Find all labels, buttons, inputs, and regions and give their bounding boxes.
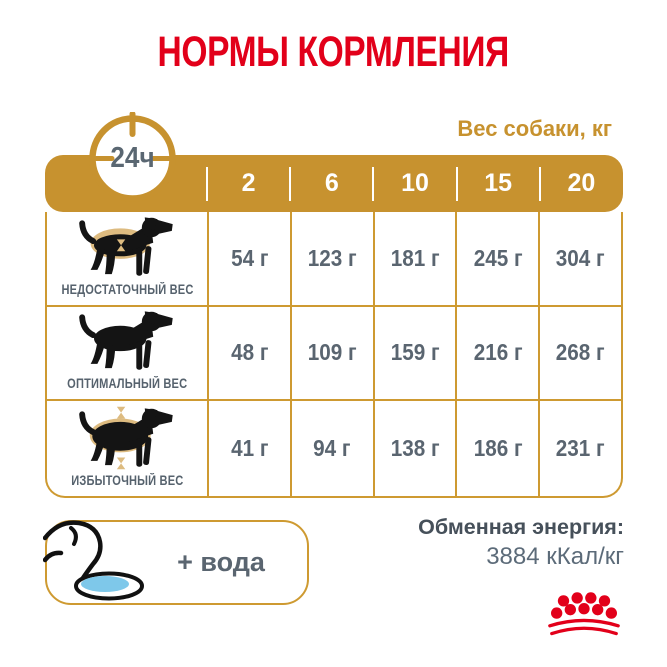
cell-optimal-2kg: 48 г — [207, 307, 290, 402]
dog-drinking-water-icon — [43, 514, 163, 606]
row-label: ИЗБЫТОЧНЫЙ ВЕС — [70, 472, 184, 488]
column-header-2kg: 2 — [207, 169, 290, 198]
row-overweight-label-cell — [47, 401, 207, 496]
page-title: НОРМЫ КОРМЛЕНИЯ — [157, 28, 510, 76]
row-optimal-label-cell — [47, 307, 207, 402]
feeding-table-body — [45, 212, 623, 498]
row-label: НЕДОСТАТОЧНЫЙ ВЕС — [61, 281, 194, 297]
cell-optimal-10kg: 159 г — [373, 307, 456, 402]
cell-overweight-15kg: 186 г — [455, 401, 538, 496]
energy-info — [418, 514, 624, 572]
underweight-dog-icon — [75, 214, 179, 280]
water-reminder-box — [45, 520, 309, 605]
dog-weight-unit-label: Вес собаки, кг — [457, 116, 612, 141]
energy-title: Обменная энергия: — [418, 515, 624, 539]
column-header-15kg: 15 — [457, 169, 540, 198]
overweight-dog-icon — [75, 405, 179, 471]
cell-optimal-20kg: 268 г — [538, 307, 621, 402]
clock-24h-icon — [86, 112, 179, 205]
cell-underweight-15kg: 245 г — [455, 212, 538, 307]
royal-canin-crown-logo — [543, 591, 625, 643]
cell-underweight-20kg: 304 г — [538, 212, 621, 307]
clock-24h-label: 24ч — [110, 142, 155, 174]
optimal-weight-dog-icon — [75, 308, 179, 374]
page-title-row — [0, 28, 667, 77]
column-header-6kg: 6 — [290, 169, 373, 198]
cell-overweight-10kg: 138 г — [373, 401, 456, 496]
water-label: + вода — [177, 547, 265, 577]
cell-underweight-6kg: 123 г — [290, 212, 373, 307]
column-header-20kg: 20 — [540, 169, 623, 198]
row-underweight-label-cell — [47, 212, 207, 307]
cell-overweight-2kg: 41 г — [207, 401, 290, 496]
cell-overweight-20kg: 231 г — [538, 401, 621, 496]
cell-optimal-15kg: 216 г — [455, 307, 538, 402]
energy-value: 3884 кКал/кг — [486, 543, 624, 570]
cell-optimal-6kg: 109 г — [290, 307, 373, 402]
cell-underweight-2kg: 54 г — [207, 212, 290, 307]
cell-overweight-6kg: 94 г — [290, 401, 373, 496]
cell-underweight-10kg: 181 г — [373, 212, 456, 307]
column-header-10kg: 10 — [373, 169, 456, 198]
row-label: ОПТИМАЛЬНЫЙ ВЕС — [66, 376, 188, 392]
